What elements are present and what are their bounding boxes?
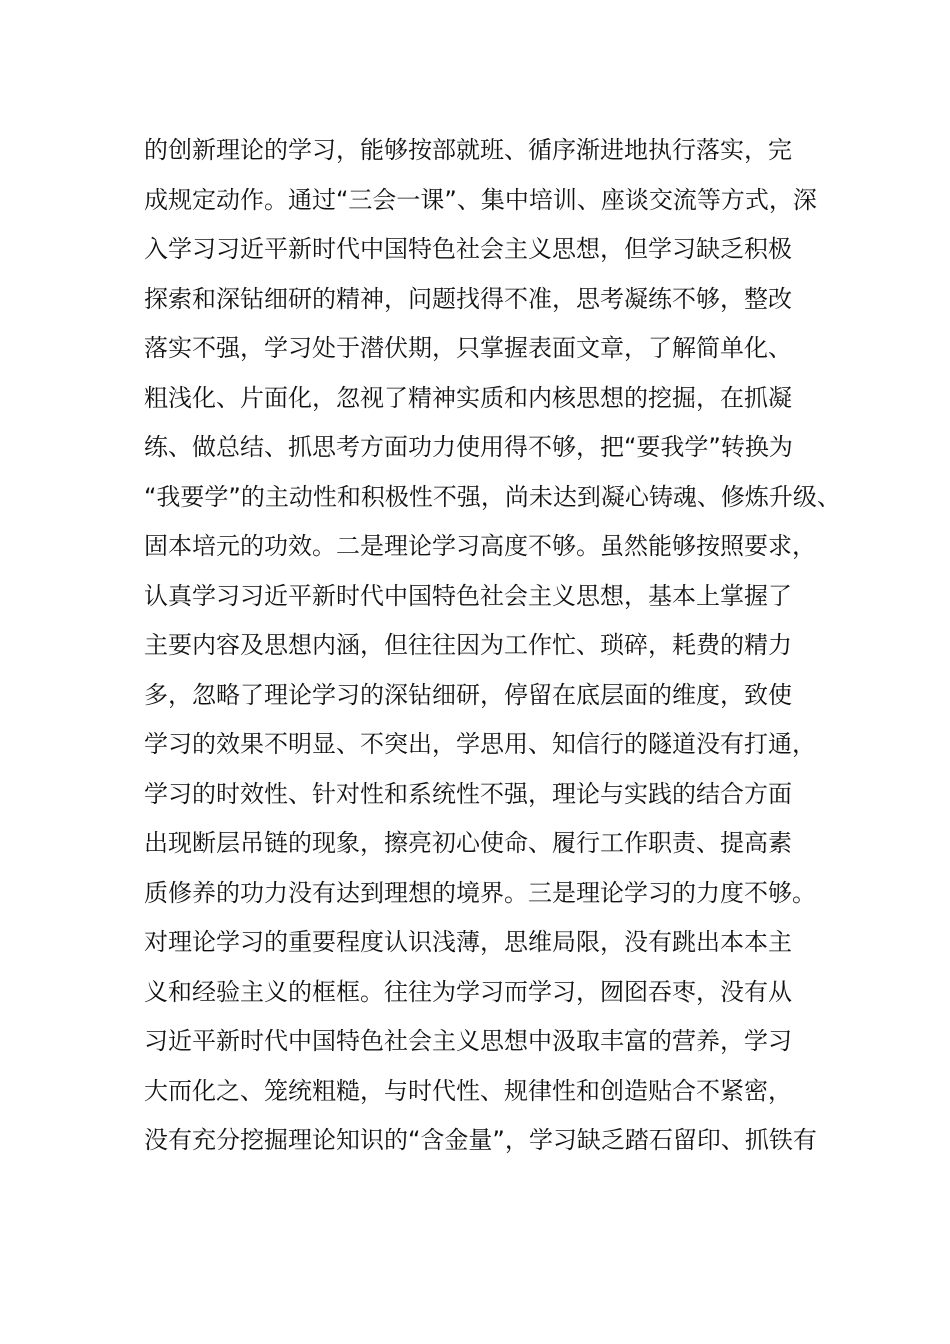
text-line: 探索和深钻细研的精神，问题找得不准，思考凝练不够，整改 bbox=[144, 284, 792, 313]
text-line: 质修养的功力没有达到理想的境界。三是理论学习的力度不够。 bbox=[144, 878, 816, 907]
text-line: 粗浅化、片面化，忽视了精神实质和内核思想的挖掘，在抓凝 bbox=[144, 383, 792, 412]
text-line: 的创新理论的学习，能够按部就班、循序渐进地执行落实，完 bbox=[144, 136, 792, 164]
text-line: 成规定动作。通过“三会一课”、集中培训、座谈交流等方式，深 bbox=[144, 185, 817, 214]
text-line: 学习的效果不明显、不突出，学思用、知信行的隧道没有打通， bbox=[144, 730, 816, 758]
text-line: 对理论学习的重要程度认识浅薄，思维局限，没有跳出本本主 bbox=[144, 928, 792, 956]
text-line: 学习的时效性、针对性和系统性不强，理论与实践的结合方面 bbox=[144, 779, 792, 808]
text-line: 大而化之、笼统粗糙，与时代性、规律性和创造贴合不紧密， bbox=[144, 1076, 792, 1105]
text-line: “我要学”的主动性和积极性不强，尚未达到凝心铸魂、修炼升级、 bbox=[144, 482, 841, 511]
text-line: 主要内容及思想内涵，但往往因为工作忙、琐碎，耗费的精力 bbox=[144, 631, 792, 659]
text-line: 固本培元的功效。二是理论学习高度不够。虽然能够按照要求， bbox=[144, 532, 816, 560]
text-line: 落实不强，学习处于潜伏期，只掌握表面文章，了解简单化、 bbox=[144, 334, 792, 362]
text-line: 习近平新时代中国特色社会主义思想中汲取丰富的营养，学习 bbox=[144, 1027, 792, 1055]
text-line: 没有充分挖掘理论知识的“含金量”，学习缺乏踏石留印、抓铁有 bbox=[144, 1126, 817, 1154]
text-line: 认真学习习近平新时代中国特色社会主义思想，基本上掌握了 bbox=[144, 581, 792, 610]
text-line: 出现断层吊链的现象，擦亮初心使命、履行工作职责、提高素 bbox=[144, 829, 792, 857]
text-line: 入学习习近平新时代中国特色社会主义思想，但学习缺乏积极 bbox=[144, 235, 792, 263]
text-line: 义和经验主义的框框。往往为学习而学习，囫囵吞枣，没有从 bbox=[144, 977, 792, 1006]
text-line: 练、做总结、抓思考方面功力使用得不够，把“要我学”转换为 bbox=[144, 433, 793, 461]
text-line: 多，忽略了理论学习的深钻细研，停留在底层面的维度，致使 bbox=[144, 680, 792, 709]
body-text bbox=[144, 126, 844, 1166]
